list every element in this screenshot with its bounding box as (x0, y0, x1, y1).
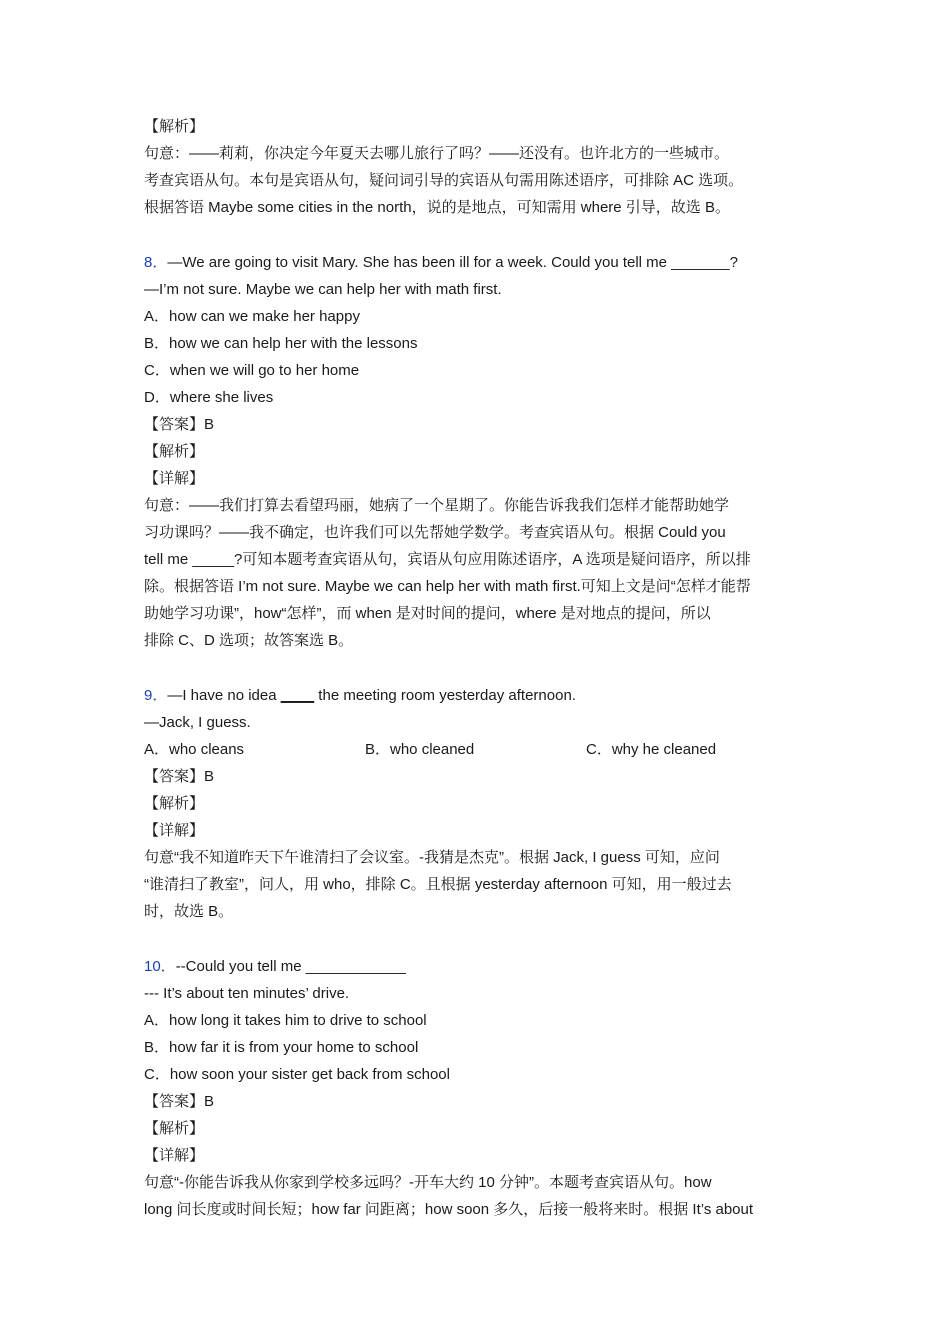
question-9-stem (144, 682, 814, 709)
question-number: 8． (144, 254, 168, 271)
analysis-label: 【解析】 (144, 443, 205, 460)
option-b: B．how we can help her with the lessons (144, 335, 418, 352)
answer-label: 【答案】B (144, 768, 215, 785)
option-a: A．who cleans (144, 741, 245, 758)
explanation-line: “谁清扫了教室”，问人，用 who，排除 C。且根据 yesterday afternoon 可知，用一般过去 (144, 876, 732, 893)
option-a: A．how can we make her happy (144, 308, 360, 325)
option-d: D．where she lives (144, 389, 274, 406)
answer-label: 【答案】B (144, 1093, 215, 1110)
explanation-line: 句意“-你能告诉我从你家到学校多远吗？-开车大约 10 分钟”。本题考查宾语从句。how (144, 1174, 712, 1191)
explanation-line: 考查宾语从句。本句是宾语从句，疑问词引导的宾语从句需用陈述语序，可排除 AC 选项。 (144, 172, 744, 189)
question-text: the meeting room yesterday afternoon. (314, 687, 576, 704)
analysis-label: 【解析】 (144, 118, 205, 135)
option-c: C．why he cleaned (586, 741, 717, 758)
explanation-line: 句意：——莉莉，你决定今年夏天去哪儿旅行了吗？——还没有。也许北方的一些城市。 (144, 145, 730, 162)
option-b: B．who cleaned (365, 741, 475, 758)
analysis-label: 【解析】 (144, 795, 205, 812)
option-a: A．how long it takes him to drive to school (144, 1012, 427, 1029)
detail-label: 【详解】 (144, 470, 205, 487)
question-10-reply: --- It’s about ten minutes’ drive. (144, 985, 350, 1002)
question-8-stem (144, 249, 814, 276)
explanation-line: tell me _____?可知本题考查宾语从句，宾语从句应用陈述语序，A 选项是疑问语序，所以排 (144, 551, 751, 568)
detail-label: 【详解】 (144, 822, 205, 839)
explanation-line: 习功课吗？——我不确定，也许我们可以先帮她学数学。考查宾语从句。根据 Could you (144, 524, 726, 541)
question-9-reply: —Jack, I guess. (144, 714, 251, 731)
explanation-line: 句意：——我们打算去看望玛丽，她病了一个星期了。你能告诉我我们怎样才能帮助她学 (144, 497, 730, 514)
document-page (144, 113, 814, 1223)
explanation-line: long 问长度或时间长短；how far 问距离；how soon 多久，后接一般将来时。根据 It’s about (144, 1201, 754, 1218)
option-c: C．when we will go to her home (144, 362, 360, 379)
question-text: --Could you tell me ____________ (175, 958, 406, 975)
explanation-line: 根据答语 Maybe some cities in the north，说的是地点，可知需用 where 引导，故选 B。 (144, 199, 730, 216)
explanation-line: 助她学习功课”，how“怎样”，而 when 是对时间的提问，where 是对地点的提问，所以 (144, 605, 711, 622)
option-b: B．how far it is from your home to school (144, 1039, 419, 1056)
answer-blank: ____ (280, 687, 315, 704)
question-8-reply: —I’m not sure. Maybe we can help her with math first. (144, 281, 502, 298)
question-text: —We are going to visit Mary. She has been ill for a week. Could you tell me _______? (167, 254, 738, 271)
analysis-label: 【解析】 (144, 1120, 205, 1137)
explanation-line: 时，故选 B。 (144, 903, 234, 920)
options-row (144, 736, 814, 763)
question-10-stem (144, 953, 814, 980)
answer-label: 【答案】B (144, 416, 215, 433)
question-number: 10． (144, 958, 176, 975)
explanation-line: 除。根据答语 I’m not sure. Maybe we can help her with math first.可知上文是问“怎样才能帮 (144, 578, 751, 595)
question-number: 9． (144, 687, 168, 704)
explanation-line: 排除 C、D 选项；故答案选 B。 (144, 632, 354, 649)
question-text: —I have no idea (167, 687, 281, 704)
detail-label: 【详解】 (144, 1147, 205, 1164)
option-c: C．how soon your sister get back from school (144, 1066, 450, 1083)
explanation-line: 句意“我不知道昨天下午谁清扫了会议室。-我猜是杰克”。根据 Jack, I guess 可知，应问 (144, 849, 720, 866)
